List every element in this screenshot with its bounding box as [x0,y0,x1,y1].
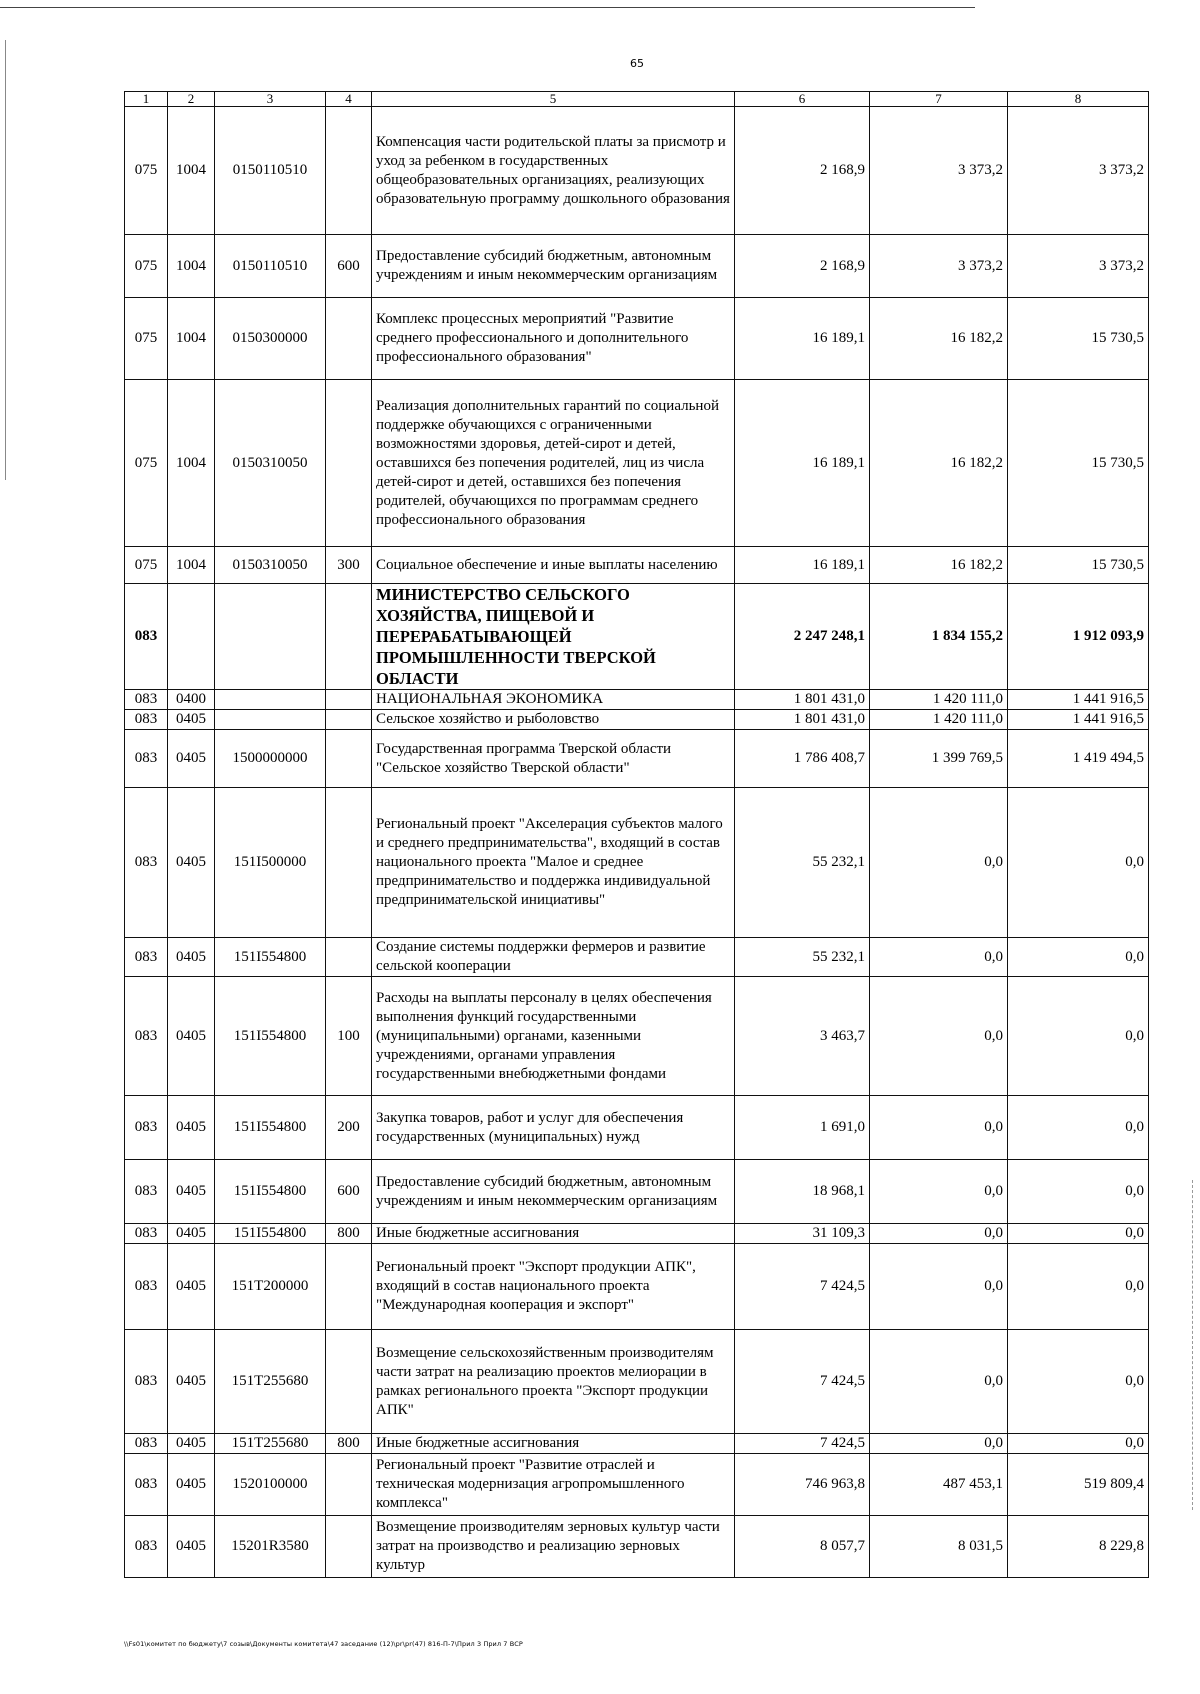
ministry-code-cell: 083 [125,788,168,938]
target-article-cell: 151I554800 [215,1096,326,1160]
ministry-code-cell: 075 [125,380,168,547]
expense-type-cell: 600 [326,1160,372,1224]
amount-col7-cell: 3 373,2 [870,235,1008,298]
description-cell: Компенсация части родительской платы за присмотр и уход за ребенком в государственных общеобразовательных организациях, реализующих образовательную программу дошкольного образования [372,107,735,235]
description-cell: Расходы на выплаты персоналу в целях обеспечения выполнения функций государственными (муниципальными) органами, казенными учреждениями, органами управления государственными внебюджетными фондами [372,977,735,1096]
amount-col6-cell: 2 247 248,1 [735,584,870,690]
target-article-cell: 151I554800 [215,977,326,1096]
amount-col8-cell: 1 441 916,5 [1008,710,1149,730]
amount-col8-cell: 3 373,2 [1008,235,1149,298]
description-cell: Социальное обеспечение и иные выплаты населению [372,547,735,584]
description-cell: Возмещение производителям зерновых культур части затрат на производство и реализацию зерновых культур [372,1516,735,1578]
amount-col6-cell: 7 424,5 [735,1330,870,1434]
top-scan-rule [0,7,975,8]
ministry-code-cell: 083 [125,977,168,1096]
ministry-code-cell: 083 [125,710,168,730]
table-row [125,730,1149,788]
table-row [125,710,1149,730]
amount-col6-cell: 746 963,8 [735,1454,870,1516]
target-article-cell: 1520100000 [215,1454,326,1516]
amount-col8-cell: 519 809,4 [1008,1454,1149,1516]
ministry-code-cell: 083 [125,1516,168,1578]
scan-edge-mark [5,40,6,480]
expense-type-cell: 600 [326,235,372,298]
amount-col8-cell: 0,0 [1008,938,1149,977]
table-row [125,690,1149,710]
amount-col7-cell: 1 834 155,2 [870,584,1008,690]
section-code-cell: 0405 [168,1096,215,1160]
description-cell: Иные бюджетные ассигнования [372,1224,735,1244]
amount-col6-cell: 1 801 431,0 [735,710,870,730]
description-cell: Комплекс процессных мероприятий "Развитие среднего профессионального и дополнительного профессионального образования" [372,298,735,380]
section-code-cell: 0405 [168,730,215,788]
amount-col8-cell: 1 441 916,5 [1008,690,1149,710]
table-row [125,977,1149,1096]
table-row [125,1244,1149,1330]
page-number: 65 [630,57,644,70]
budget-table [124,91,1149,1578]
table-row [125,1096,1149,1160]
amount-col7-cell: 3 373,2 [870,107,1008,235]
amount-col6-cell: 16 189,1 [735,380,870,547]
ministry-code-cell: 083 [125,1330,168,1434]
amount-col6-cell: 55 232,1 [735,938,870,977]
description-cell: Предоставление субсидий бюджетным, автономным учреждениям и иным некоммерческим организациям [372,1160,735,1224]
amount-col7-cell: 8 031,5 [870,1516,1008,1578]
ministry-code-cell: 083 [125,690,168,710]
section-code-cell: 0405 [168,710,215,730]
section-code-cell: 0405 [168,788,215,938]
expense-type-cell: 800 [326,1434,372,1454]
amount-col8-cell: 0,0 [1008,1160,1149,1224]
amount-col8-cell: 0,0 [1008,1434,1149,1454]
table-row [125,1224,1149,1244]
section-code-cell [168,584,215,690]
amount-col7-cell: 1 420 111,0 [870,690,1008,710]
expense-type-cell [326,107,372,235]
header-row [125,92,1149,107]
amount-col8-cell: 0,0 [1008,1096,1149,1160]
target-article-cell: 0150110510 [215,235,326,298]
header-cell: 3 [215,92,326,107]
amount-col7-cell: 16 182,2 [870,547,1008,584]
amount-col8-cell: 1 419 494,5 [1008,730,1149,788]
amount-col7-cell: 16 182,2 [870,298,1008,380]
expense-type-cell [326,1330,372,1434]
ministry-code-cell: 083 [125,1434,168,1454]
ministry-code-cell: 075 [125,298,168,380]
amount-col6-cell: 8 057,7 [735,1516,870,1578]
amount-col6-cell: 2 168,9 [735,107,870,235]
expense-type-cell [326,938,372,977]
amount-col8-cell: 0,0 [1008,788,1149,938]
expense-type-cell [326,690,372,710]
amount-col8-cell: 0,0 [1008,1330,1149,1434]
target-article-cell [215,690,326,710]
header-cell: 4 [326,92,372,107]
ministry-code-cell: 075 [125,235,168,298]
description-cell: Создание системы поддержки фермеров и развитие сельской кооперации [372,938,735,977]
expense-type-cell [326,1516,372,1578]
table-row [125,1516,1149,1578]
expense-type-cell [326,730,372,788]
target-article-cell: 0150300000 [215,298,326,380]
section-code-cell: 0405 [168,1516,215,1578]
amount-col7-cell: 0,0 [870,1160,1008,1224]
expense-type-cell: 800 [326,1224,372,1244]
amount-col7-cell: 0,0 [870,1224,1008,1244]
expense-type-cell [326,1454,372,1516]
amount-col7-cell: 0,0 [870,1244,1008,1330]
ministry-code-cell: 083 [125,1244,168,1330]
header-cell: 6 [735,92,870,107]
expense-type-cell [326,788,372,938]
ministry-code-cell: 083 [125,584,168,690]
amount-col6-cell: 7 424,5 [735,1434,870,1454]
table-row [125,1434,1149,1454]
table-row [125,298,1149,380]
target-article-cell: 151T200000 [215,1244,326,1330]
table-row [125,1160,1149,1224]
section-code-cell: 0405 [168,1434,215,1454]
header-cell: 1 [125,92,168,107]
ministry-code-cell: 083 [125,730,168,788]
table-row [125,788,1149,938]
amount-col7-cell: 0,0 [870,788,1008,938]
file-path-footer: \\Fs01\комитет по бюджету\7 созыв\Документы комитета\47 заседание (12)\pr\pr(47) 816-П-7\Прил 3 Прил 7 ВСР [124,1640,523,1648]
amount-col8-cell: 0,0 [1008,1224,1149,1244]
description-cell: Региональный проект "Экспорт продукции АПК", входящий в состав национального проекта "Международная кооперация и экспорт" [372,1244,735,1330]
description-cell: Возмещение сельскохозяйственным производителям части затрат на реализацию проектов мелиорации в рамках регионального проекта "Экспорт продукции АПК" [372,1330,735,1434]
description-cell: Государственная программа Тверской области "Сельское хозяйство Тверской области" [372,730,735,788]
target-article-cell: 15201R3580 [215,1516,326,1578]
description-cell: Сельское хозяйство и рыболовство [372,710,735,730]
section-code-cell: 0405 [168,938,215,977]
description-cell: НАЦИОНАЛЬНАЯ ЭКОНОМИКА [372,690,735,710]
target-article-cell: 151I554800 [215,1224,326,1244]
target-article-cell: 151I500000 [215,788,326,938]
section-code-cell: 1004 [168,235,215,298]
ministry-code-cell: 083 [125,1096,168,1160]
expense-type-cell [326,380,372,547]
description-cell: Региональный проект "Развитие отраслей и техническая модернизация агропромышленного комплекса" [372,1454,735,1516]
section-code-cell: 1004 [168,380,215,547]
amount-col8-cell: 8 229,8 [1008,1516,1149,1578]
description-cell: Региональный проект "Акселерация субъектов малого и среднего предпринимательства", входящий в состав национального проекта "Малое и среднее предпринимательство и поддержка индивидуальной предпринимательской инициативы" [372,788,735,938]
target-article-cell [215,710,326,730]
amount-col6-cell: 31 109,3 [735,1224,870,1244]
section-code-cell: 0405 [168,1244,215,1330]
description-cell: Предоставление субсидий бюджетным, автономным учреждениям и иным некоммерческим организациям [372,235,735,298]
amount-col7-cell: 1 420 111,0 [870,710,1008,730]
amount-col7-cell: 0,0 [870,1330,1008,1434]
header-cell: 5 [372,92,735,107]
scan-edge-mark-right [1192,1180,1193,1510]
table-row [125,1330,1149,1434]
ministry-code-cell: 075 [125,107,168,235]
amount-col6-cell: 55 232,1 [735,788,870,938]
amount-col7-cell: 16 182,2 [870,380,1008,547]
target-article-cell: 0150310050 [215,380,326,547]
ministry-code-cell: 083 [125,1224,168,1244]
expense-type-cell [326,298,372,380]
ministry-code-cell: 083 [125,938,168,977]
description-cell: Реализация дополнительных гарантий по социальной поддержке обучающихся с ограниченными возможностями здоровья, детей-сирот и детей, оставшихся без попечения родителей, лиц из числа детей-сирот и детей, оставшихся без попечения родителей, обучающихся по программам среднего профессионального образования [372,380,735,547]
target-article-cell: 151I554800 [215,1160,326,1224]
amount-col7-cell: 0,0 [870,977,1008,1096]
amount-col7-cell: 1 399 769,5 [870,730,1008,788]
amount-col6-cell: 3 463,7 [735,977,870,1096]
target-article-cell: 0150110510 [215,107,326,235]
amount-col6-cell: 1 801 431,0 [735,690,870,710]
section-code-cell: 0405 [168,1454,215,1516]
expense-type-cell [326,584,372,690]
table-row [125,1454,1149,1516]
section-code-cell: 0405 [168,1224,215,1244]
amount-col7-cell: 0,0 [870,1434,1008,1454]
expense-type-cell [326,710,372,730]
amount-col8-cell: 0,0 [1008,977,1149,1096]
description-cell: Иные бюджетные ассигнования [372,1434,735,1454]
ministry-code-cell: 083 [125,1160,168,1224]
amount-col8-cell: 15 730,5 [1008,380,1149,547]
target-article-cell: 151T255680 [215,1434,326,1454]
section-code-cell: 0400 [168,690,215,710]
amount-col6-cell: 18 968,1 [735,1160,870,1224]
expense-type-cell: 200 [326,1096,372,1160]
section-code-cell: 1004 [168,298,215,380]
amount-col8-cell: 15 730,5 [1008,298,1149,380]
amount-col7-cell: 487 453,1 [870,1454,1008,1516]
amount-col6-cell: 2 168,9 [735,235,870,298]
ministry-code-cell: 075 [125,547,168,584]
table-row [125,380,1149,547]
section-code-cell: 1004 [168,107,215,235]
header-cell: 7 [870,92,1008,107]
amount-col8-cell: 0,0 [1008,1244,1149,1330]
expense-type-cell: 100 [326,977,372,1096]
expense-type-cell: 300 [326,547,372,584]
section-code-cell: 0405 [168,1330,215,1434]
section-code-cell: 1004 [168,547,215,584]
amount-col7-cell: 0,0 [870,938,1008,977]
table-row [125,584,1149,690]
description-cell: Закупка товаров, работ и услуг для обеспечения государственных (муниципальных) нужд [372,1096,735,1160]
target-article-cell: 151T255680 [215,1330,326,1434]
target-article-cell: 0150310050 [215,547,326,584]
amount-col8-cell: 3 373,2 [1008,107,1149,235]
amount-col6-cell: 1 691,0 [735,1096,870,1160]
header-cell: 2 [168,92,215,107]
amount-col6-cell: 1 786 408,7 [735,730,870,788]
target-article-cell: 1500000000 [215,730,326,788]
table-row [125,547,1149,584]
amount-col6-cell: 7 424,5 [735,1244,870,1330]
amount-col6-cell: 16 189,1 [735,547,870,584]
amount-col8-cell: 1 912 093,9 [1008,584,1149,690]
table-row [125,938,1149,977]
section-code-cell: 0405 [168,1160,215,1224]
target-article-cell: 151I554800 [215,938,326,977]
amount-col8-cell: 15 730,5 [1008,547,1149,584]
table-row [125,107,1149,235]
table-row [125,235,1149,298]
amount-col6-cell: 16 189,1 [735,298,870,380]
header-cell: 8 [1008,92,1149,107]
ministry-code-cell: 083 [125,1454,168,1516]
section-code-cell: 0405 [168,977,215,1096]
expense-type-cell [326,1244,372,1330]
target-article-cell [215,584,326,690]
description-cell: МИНИСТЕРСТВО СЕЛЬСКОГО ХОЗЯЙСТВА, ПИЩЕВОЙ И ПЕРЕРАБАТЫВАЮЩЕЙ ПРОМЫШЛЕННОСТИ ТВЕРСКОЙ ОБЛАСТИ [372,584,735,690]
amount-col7-cell: 0,0 [870,1096,1008,1160]
